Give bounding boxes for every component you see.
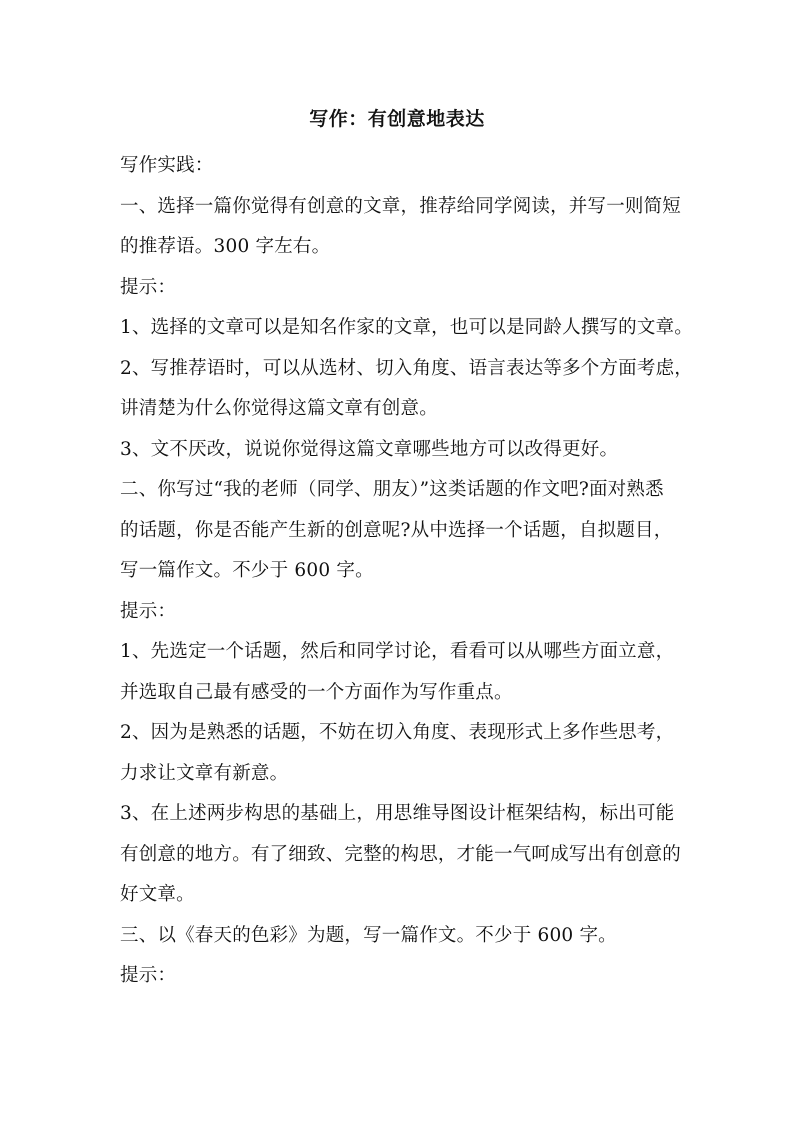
text-line: 三、以《春天的色彩》为题，写一篇作文。不少于 600 字。 [120, 924, 617, 946]
text-line: 1、选择的文章可以是知名作家的文章，也可以是同龄人撰写的文章。 [120, 317, 693, 338]
text-line: 3、在上述两步构思的基础上，用思维导图设计框架结构，标出可能 [120, 803, 675, 824]
text-line: 2、因为是熟悉的话题，不妨在切入角度、表现形式上多作些思考， [120, 722, 675, 743]
text-line: 提示： [120, 965, 177, 986]
text-line: 一、选择一篇你觉得有创意的文章，推荐给同学阅读，并写一则简短 [120, 195, 682, 217]
text-line: 的话题，你是否能产生新的创意呢?从中选择一个话题，自拟题目， [120, 519, 673, 541]
text-line: 二、你写过“我的老师（同学、朋友）”这类话题的作文吧?面对熟悉 [120, 479, 664, 500]
text-line: 2、写推荐语时，可以从选材、切入角度、语言表达等多个方面考虑， [120, 357, 693, 379]
text-line: 并选取自己最有感受的一个方面作为写作重点。 [120, 681, 513, 703]
text-line: 讲清楚为什么你觉得这篇文章有创意。 [120, 398, 438, 419]
text-line: 力求让文章有新意。 [120, 762, 289, 784]
text-line: 写一篇作文。不少于 600 字。 [120, 560, 374, 581]
text-line: 1、先选定一个话题，然后和同学讨论，看看可以从哪些方面立意， [120, 641, 675, 662]
text-line: 提示： [120, 600, 177, 622]
text-line: 提示： [120, 276, 177, 298]
text-line: 3、文不厌改，说说你觉得这篇文章哪些地方可以改得更好。 [120, 438, 619, 460]
document-body [120, 146, 693, 997]
text-line: 有创意的地方。有了细致、完整的构思，才能一气呵成写出有创意的 [120, 843, 682, 865]
document-title: 写作：有创意地表达 [309, 108, 485, 130]
text-line: 好文章。 [120, 884, 195, 905]
text-line: 写作实践： [120, 155, 214, 176]
text-line: 的推荐语。300 字左右。 [120, 236, 331, 257]
